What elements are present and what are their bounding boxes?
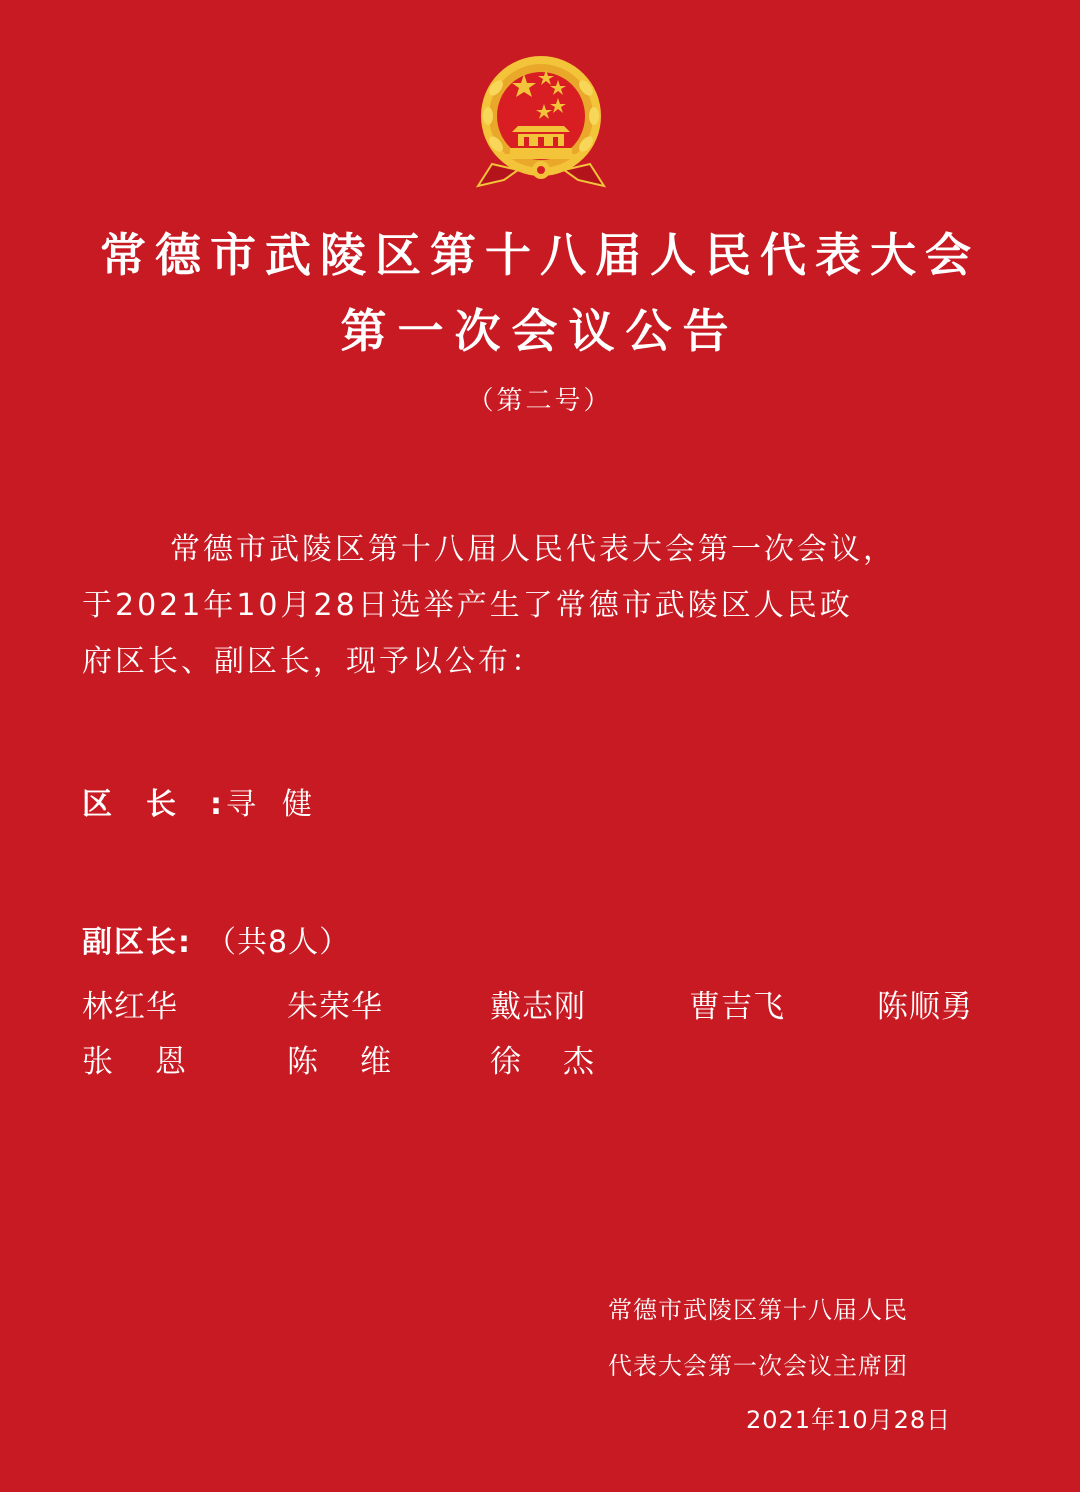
announcement-title-line1: 常德市武陵区第十八届人民代表大会 xyxy=(100,228,980,282)
issue-date: 2021年10月28日 xyxy=(746,1406,952,1434)
issuer-line-2: 代表大会第一次会议主席团 xyxy=(608,1352,908,1380)
district-chief-row xyxy=(82,787,338,822)
deputy-name: 徐杰 xyxy=(490,1044,636,1080)
body-line-2: 于2021年10月28日选举产生了常德市武陵区人民政 xyxy=(82,588,853,623)
body-line-1: 常德市武陵区第十八届人民代表大会第一次会议， xyxy=(170,532,896,567)
deputy-name: 林红华 xyxy=(82,989,178,1025)
deputy-name: 朱荣华 xyxy=(287,989,383,1025)
deputy-name: 曹吉飞 xyxy=(689,989,785,1025)
deputy-chiefs-count: （共8人） xyxy=(206,925,351,960)
deputy-name: 戴志刚 xyxy=(490,989,586,1025)
national-emblem-icon xyxy=(474,52,608,190)
deputy-chiefs-row xyxy=(82,925,351,960)
issuer-line-1: 常德市武陵区第十八届人民 xyxy=(608,1296,908,1324)
issue-number: （第二号） xyxy=(467,386,613,416)
district-chief-name: 寻健 xyxy=(226,787,338,822)
deputy-name: 陈顺勇 xyxy=(877,989,973,1025)
district-chief-label: 区长 xyxy=(82,787,210,822)
deputy-chiefs-label: 副区长: xyxy=(82,925,192,960)
deputy-name: 陈维 xyxy=(287,1044,433,1080)
body-line-3: 府区长、副区长，现予以公布： xyxy=(82,644,544,679)
announcement-title-line2: 第一次会议公告 xyxy=(340,304,740,358)
deputy-name: 张恩 xyxy=(82,1044,228,1080)
district-chief-colon: : xyxy=(210,787,222,822)
